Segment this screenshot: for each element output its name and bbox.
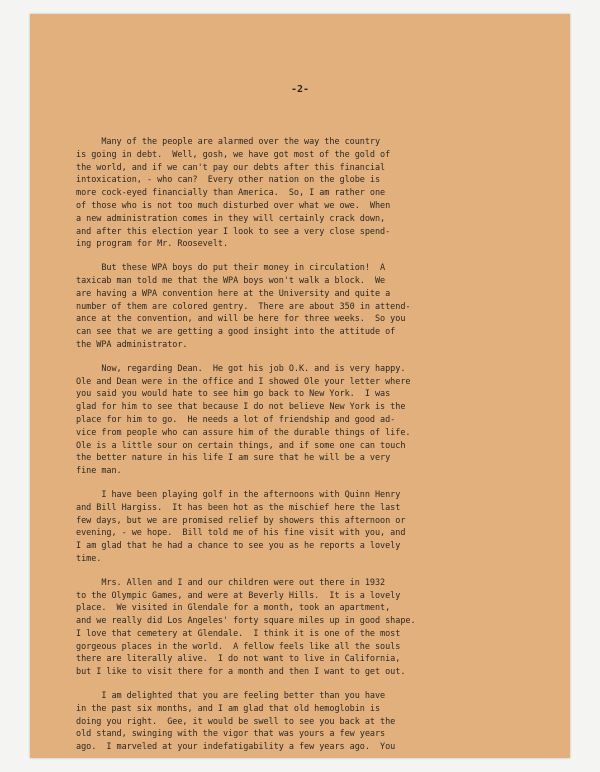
text-line: intoxication, - who can? Every other nation on the globe is [76, 175, 381, 186]
text-line: Ole is a little sour on certain things, and if some one can touch [76, 440, 406, 451]
text-line: of those who is not too much disturbed over what we owe. When [76, 200, 391, 211]
text-line: to the Olympic Games, and were at Beverly Hills. It is a lovely [76, 590, 401, 601]
letter-paragraph [76, 489, 546, 566]
text-line: Mrs. Allen and I and our children were out there in 1932 [76, 577, 386, 588]
text-line: can see that we are getting a good insight into the attitude of [76, 327, 396, 338]
letter-page [30, 14, 570, 758]
text-line: ago. I marveled at your indefatigability a few years ago. You [76, 742, 396, 753]
text-line: and we really did Los Angeles' forty square miles up in good shape. [76, 616, 416, 627]
letter-body [76, 136, 546, 765]
text-line: place for him to go. He needs a lot of friendship and good ad- [76, 414, 396, 425]
text-line: are having a WPA convention here at the University and quite a [76, 288, 391, 299]
text-line: but I like to visit there for a month and then I want to get out. [76, 667, 406, 678]
text-line: evening, - we hope. Bill told me of his fine visit with you, and [76, 528, 406, 539]
text-line: gorgeous places in the world. A fellow feels like all the souls [76, 641, 401, 652]
text-line: more cock-eyed financially than America. So, I am rather one [76, 188, 386, 199]
letter-paragraph [76, 690, 546, 754]
text-line: Ole and Dean were in the office and I showed Ole your letter where [76, 376, 411, 387]
text-line: a new administration comes in they will certainly crack down, [76, 213, 386, 224]
letter-paragraph [76, 363, 546, 478]
text-line: place. We visited in Glendale for a month, took an apartment, [76, 603, 391, 614]
text-line: in the past six months, and I am glad that old hemoglobin is [76, 703, 381, 714]
text-line: Now, regarding Dean. He got his job O.K. and is very happy. [76, 363, 406, 374]
text-line: is going in debt. Well, gosh, we have got most of the gold of [76, 149, 391, 160]
text-line: But these WPA boys do put their money in circulation! A [76, 263, 386, 274]
text-line: I am delighted that you are feeling better than you have [76, 691, 386, 702]
text-line: glad for him to see that because I do not believe New York is the [76, 402, 406, 413]
text-line: time. [76, 553, 102, 564]
text-line: there are literally alive. I do not want to live in California, [76, 654, 401, 665]
text-line: the world, and if we can't pay our debts after this financial [76, 162, 386, 173]
text-line: I love that cemetery at Glendale. I think it is one of the most [76, 628, 401, 639]
text-line: old stand, swinging with the vigor that was yours a few years [76, 729, 386, 740]
text-line: you said you would hate to see him go back to New York. I was [76, 389, 391, 400]
text-line: I have been playing golf in the afternoons with Quinn Henry [76, 489, 401, 500]
text-line: few days, but we are promised relief by showers this afternoon or [76, 515, 406, 526]
text-line: I am glad that he had a chance to see you as he reports a lovely [76, 541, 401, 552]
text-line: ance at the convention, and will be here for three weeks. So you [76, 314, 406, 325]
page-number: -2- [290, 84, 310, 95]
text-line: number of them are colored gentry. There are about 350 in attend- [76, 301, 411, 312]
letter-paragraph [76, 577, 546, 679]
text-line: Many of the people are alarmed over the way the country [76, 137, 381, 147]
text-line: the better nature in his life I am sure that he will be a very [76, 453, 391, 464]
letter-paragraph [76, 262, 546, 352]
text-line: ing program for Mr. Roosevelt. [76, 239, 229, 250]
text-line: the WPA administrator. [76, 339, 188, 350]
text-line: fine man. [76, 466, 122, 477]
text-line: taxicab man told me that the WPA boys won't walk a block. We [76, 275, 386, 286]
letter-paragraph [76, 136, 546, 251]
text-line: and after this election year I look to see a very close spend- [76, 226, 391, 237]
text-line: vice from people who can assure him of the durable things of life. [76, 427, 411, 438]
text-line: doing you right. Gee, it would be swell to see you back at the [76, 716, 396, 727]
text-line: and Bill Hargiss. It has been hot as the mischief here the last [76, 502, 401, 513]
